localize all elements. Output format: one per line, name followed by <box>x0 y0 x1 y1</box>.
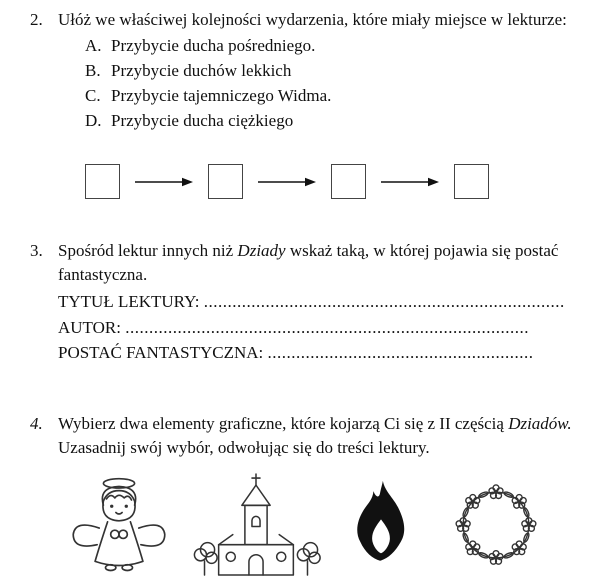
question-4 <box>30 412 572 460</box>
question-3 <box>30 239 572 366</box>
field-author-answer-line[interactable]: ..................................................................................... <box>125 317 529 337</box>
sequence-answer-box-4[interactable] <box>454 164 489 199</box>
wreath-image[interactable] <box>440 472 552 578</box>
question-3-fields <box>58 289 572 366</box>
sequence-answer-box-3[interactable] <box>331 164 366 199</box>
option-d-letter: D. <box>85 111 102 131</box>
question-4-prompt-title: Dziadów. <box>508 413 572 433</box>
question-3-prompt-part1: Spośród lektur innych niż <box>58 241 234 261</box>
question-4-prompt <box>58 412 572 460</box>
field-book-title-answer-line[interactable]: ............................................................................ <box>203 292 565 312</box>
sequence-answer-box-1[interactable] <box>85 164 120 199</box>
question-2 <box>30 8 572 134</box>
question-3-prompt-title: Dziady <box>237 241 286 261</box>
field-author <box>58 315 572 341</box>
field-fantastic-character-label: POSTAĆ FANTASTYCZNA: <box>58 343 264 363</box>
question-3-number: 3. <box>30 241 43 261</box>
question-4-number: 4. <box>30 413 43 433</box>
option-c <box>85 84 572 109</box>
option-c-text: Przybycie tajemniczego Widma. <box>111 86 332 106</box>
flame-image[interactable] <box>334 472 428 578</box>
question-2-options <box>85 34 572 134</box>
option-a-text: Przybycie ducha pośredniego. <box>111 36 316 56</box>
question-3-prompt <box>58 239 572 287</box>
field-book-title <box>58 289 572 315</box>
question-4-prompt-part1: Wybierz dwa elementy graficzne, które kojarzą Ci się z II częścią <box>58 413 504 433</box>
option-a <box>85 34 572 59</box>
sequence-row <box>85 164 572 199</box>
field-fantastic-character-answer-line[interactable]: ........................................................ <box>267 343 534 363</box>
church-image[interactable] <box>190 472 322 578</box>
field-author-label: AUTOR: <box>58 317 121 337</box>
option-d-text: Przybycie ducha ciężkiego <box>111 111 294 131</box>
graphic-options-row <box>60 472 572 578</box>
question-4-prompt-part2: Uzasadnij swój wybór, odwołując się do treści lektury. <box>58 437 430 457</box>
option-d <box>85 109 572 134</box>
option-c-letter: C. <box>85 86 101 106</box>
field-book-title-label: TYTUŁ LEKTURY: <box>58 292 200 312</box>
option-a-letter: A. <box>85 36 102 56</box>
arrow-right-icon <box>381 176 439 188</box>
arrow-right-icon <box>258 176 316 188</box>
option-b-text: Przybycie duchów lekkich <box>111 61 292 81</box>
question-2-number: 2. <box>30 10 43 29</box>
angel-image[interactable] <box>60 474 178 578</box>
question-3-prompt-part2: wskaż taką, w której pojawia się postać fantastyczna. <box>58 241 559 285</box>
option-b <box>85 59 572 84</box>
question-2-prompt: Ułóż we właściwej kolejności wydarzenia, które miały miejsce w lekturze: <box>58 10 567 29</box>
sequence-answer-box-2[interactable] <box>208 164 243 199</box>
option-b-letter: B. <box>85 61 101 81</box>
field-fantastic-character <box>58 340 572 366</box>
arrow-right-icon <box>135 176 193 188</box>
